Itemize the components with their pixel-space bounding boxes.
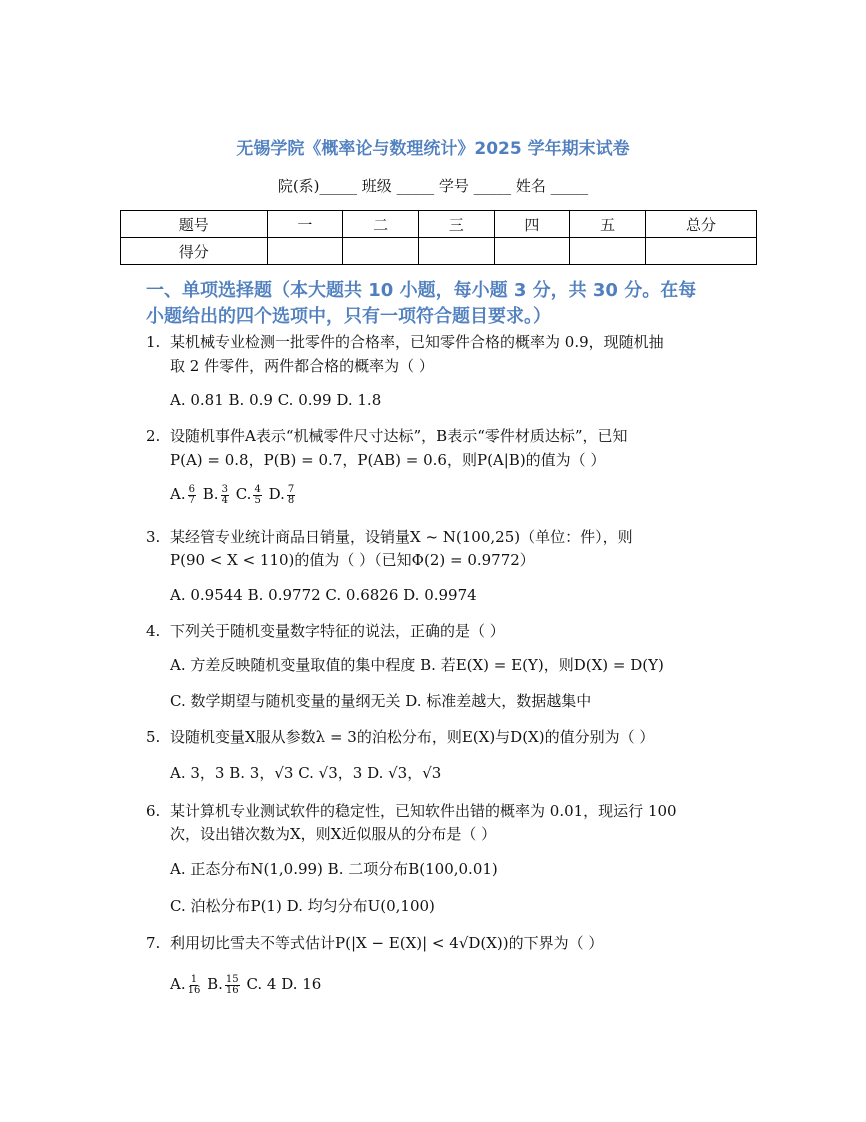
question-text: P(A) = 0.8，P(B) = 0.7，P(AB) = 0.6，则P(A|B)的值为（ ） xyxy=(170,451,606,469)
question-options: A. 0.81 B. 0.9 C. 0.99 D. 1.8 xyxy=(170,391,382,409)
question-number: 2. xyxy=(146,427,161,445)
question-text: 某经管专业统计商品日销量，设销量X ~ N(100,25)（单位：件），则 xyxy=(170,528,633,546)
fraction xyxy=(188,975,201,996)
question-text: 利用切比雪夫不等式估计P(|X − E(X)| < 4√D(X))的下界为（ ） xyxy=(170,934,604,952)
fraction xyxy=(188,485,196,506)
question-text: 取 2 件零件，两件都合格的概率为（ ） xyxy=(170,357,434,375)
question-text: 次，设出错次数为X，则X近似服从的分布是（ ） xyxy=(170,825,497,843)
question-options xyxy=(170,484,297,506)
question-options: C. 泊松分布P(1) D. 均匀分布U(0,100) xyxy=(170,897,435,915)
numerator: 7 xyxy=(287,483,295,495)
denominator: 8 xyxy=(287,494,295,506)
denominator: 16 xyxy=(225,984,239,996)
option-label: A. xyxy=(170,975,186,993)
table-header: 一 xyxy=(267,211,343,238)
question-options: A. 0.9544 B. 0.9772 C. 0.6826 D. 0.9974 xyxy=(170,586,477,604)
question-options: A. 方差反映随机变量取值的集中程度 B. 若E(X) = E(Y)，则D(X) = D(Y) xyxy=(170,656,664,674)
question-options: C. 数学期望与随机变量的量纲无关 D. 标准差越大，数据越集中 xyxy=(170,692,592,710)
table-header: 五 xyxy=(570,211,646,238)
option-label: D. xyxy=(268,485,285,503)
denominator: 5 xyxy=(254,494,261,506)
score-table xyxy=(120,210,757,265)
score-cell xyxy=(267,238,343,265)
option-label: B. xyxy=(207,975,223,993)
score-cell xyxy=(418,238,494,265)
option-label: C. xyxy=(235,485,252,503)
question-text: P(90 < X < 110)的值为（ ）（已知Φ(2) = 0.9772） xyxy=(170,551,535,569)
student-info-line: 院(系)_____ 班级 _____ 学号 _____ 姓名 _____ xyxy=(277,177,589,195)
score-cell xyxy=(343,238,419,265)
question-number: 4. xyxy=(146,622,161,640)
question-options: A. 3，3 B. 3，√3 C. √3，3 D. √3，√3 xyxy=(170,764,442,782)
question-number: 5. xyxy=(146,728,161,746)
table-header: 二 xyxy=(343,211,419,238)
denominator: 16 xyxy=(187,984,201,996)
table-header: 题号 xyxy=(121,211,268,238)
exam-title: 无锡学院《概率论与数理统计》2025 学年期末试卷 xyxy=(236,139,630,159)
numerator: 3 xyxy=(221,483,228,495)
fraction xyxy=(253,485,261,506)
option-label: A. xyxy=(170,485,186,503)
question-options: A. 正态分布N(1,0.99) B. 二项分布B(100,0.01) xyxy=(170,860,498,878)
question-text: 某机械专业检测一批零件的合格率，已知零件合格的概率为 0.9，现随机抽 xyxy=(170,333,664,351)
section-heading-line1: 一、单项选择题（本大题共 10 小题，每小题 3 分，共 30 分。在每 xyxy=(146,280,697,301)
denominator: 4 xyxy=(221,494,228,506)
row-label: 得分 xyxy=(121,238,268,265)
table-header: 总分 xyxy=(646,211,757,238)
score-cell xyxy=(570,238,646,265)
numerator: 6 xyxy=(188,483,195,495)
question-number: 1. xyxy=(146,333,161,351)
table-header: 四 xyxy=(494,211,570,238)
question-text: 下列关于随机变量数字特征的说法，正确的是（ ） xyxy=(170,622,505,640)
score-cell xyxy=(494,238,570,265)
question-text: 某计算机专业测试软件的稳定性，已知软件出错的概率为 0.01，现运行 100 xyxy=(170,802,677,820)
question-text: 设随机事件A表示“机械零件尺寸达标”，B表示“零件材质达标”，已知 xyxy=(170,427,628,445)
option-text: C. 4 D. 16 xyxy=(246,975,322,993)
section-heading-line2: 小题给出的四个选项中，只有一项符合题目要求。） xyxy=(146,306,551,327)
denominator: 7 xyxy=(188,494,195,506)
fraction xyxy=(221,485,229,506)
fraction xyxy=(225,975,240,996)
numerator: 1 xyxy=(190,973,198,985)
question-number: 6. xyxy=(146,802,161,820)
question-number: 7. xyxy=(146,934,161,952)
option-label: B. xyxy=(202,485,219,503)
question-options xyxy=(170,974,321,996)
fraction xyxy=(287,485,295,506)
question-number: 3. xyxy=(146,528,161,546)
question-text: 设随机变量X服从参数λ = 3的泊松分布，则E(X)与D(X)的值分别为（ ） xyxy=(170,728,655,746)
score-cell xyxy=(646,238,757,265)
numerator: 15 xyxy=(225,973,239,985)
table-header: 三 xyxy=(418,211,494,238)
numerator: 4 xyxy=(254,483,261,495)
